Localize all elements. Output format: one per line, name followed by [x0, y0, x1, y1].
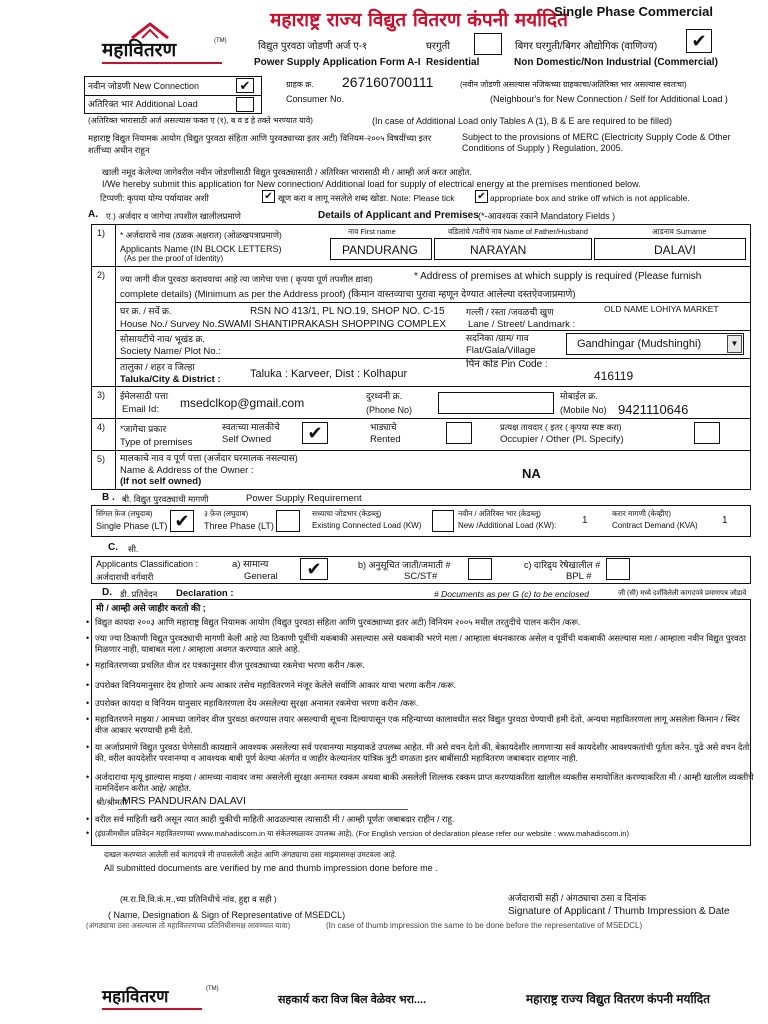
society-label-en: Society Name/ Plot No.: — [120, 346, 221, 357]
society-label-hi: सोसायटीचे नाव/ भूखंड क्र. — [120, 334, 205, 344]
company-title: महाराष्ट्र राज्य विद्युत वितरण कंपनी मर्यादित — [270, 9, 568, 31]
taluka-label-en: Taluka/City & District : — [120, 374, 221, 385]
occupier-en: Occupier / Other (Pl. Specify) — [500, 434, 624, 445]
bullet-icon: • — [86, 814, 90, 824]
bullet-icon: • — [86, 660, 90, 670]
section-a-letter: A. — [88, 209, 98, 220]
classification-en: Applicants Classification : — [96, 559, 199, 569]
rented-en: Rented — [370, 434, 401, 445]
nominee-value[interactable]: MRS PANDURAN DALAVI — [122, 795, 246, 807]
lane-label-en: Lane / Street/ Landmark : — [468, 319, 576, 330]
single-phase-hi: सिंगल फ़ेज (लघुदाब) — [96, 509, 153, 518]
bpl-en: BPL # — [566, 571, 592, 582]
additional-note-en: (In case of Additional Load only Tables A (1), B & E are required to be filled) — [372, 116, 673, 126]
nondomestic-en: Non Domestic/Non Industrial (Commercial) — [514, 57, 718, 68]
msedcl-logo — [102, 22, 232, 66]
premises-label-en: Type of premises — [120, 437, 193, 448]
additional-load-label: अतिरिक्त भार Additional Load — [88, 99, 198, 109]
nondomestic-hi: बिगर घरगुती/बिगर औद्योगिक (वाणिज्य) — [515, 41, 658, 52]
slogan: सहकार्य करा विज बिल वेळेवर भरा.... — [278, 994, 427, 1006]
single-phase-checkbox[interactable]: ✔ — [170, 510, 194, 532]
owner-label-en: Name & Address of the Owner : — [120, 465, 254, 476]
existing-load-en: Existing Connected Load (KW) — [312, 521, 422, 530]
taluka-label-hi: तालुका / शहर व जिल्हा — [120, 362, 195, 372]
row4-num: 4) — [97, 422, 106, 432]
submit-hi: खाली नमूद केलेल्या जागेवरील नवीन जोडणीसाठी विद्युत पुरवठ्यासाठी / अतिरिक्त भारासाठी मी / आम्ही अर्ज करत आहोत. — [102, 167, 472, 177]
declaration-intro: मी / आम्ही असे जाहीर करतो की ; — [96, 603, 206, 613]
phone-label-hi: दुरध्वनी क्र. — [366, 391, 403, 401]
existing-load-field[interactable] — [432, 510, 454, 532]
occupier-hi: प्रत्यक्ष तावदार ( इतर ( कृपया स्पष्ट करा) — [500, 422, 622, 432]
self-owned-hi: स्वतःच्या मालकीचे — [222, 422, 280, 432]
first-name-header: नाव First name — [348, 227, 396, 236]
verify-hi: दाखल करण्यात आलेली सर्व कागदपत्रे मी तपासलेली आहेत आणि अंगठ्याचा ठसा माझ्यासमक्ष उमटवला आहे. — [104, 850, 397, 859]
three-phase-en: Three Phase (LT) — [204, 521, 274, 531]
applicant-name-label-hi: * अर्जदाराचे नाव (ठळक अक्षरात) (ओळखपत्राप्रमाणे) — [120, 230, 282, 240]
existing-load-hi: सध्याचा जोडभार (केडब्लू) — [312, 509, 382, 518]
bullet-icon: • — [86, 633, 90, 643]
nondomestic-checkbox[interactable]: ✔ — [686, 29, 712, 53]
taluka-value[interactable]: Taluka : Karveer, Dist : Kolhapur — [250, 368, 408, 380]
new-load-value[interactable]: 1 — [582, 515, 588, 526]
mobile-label-en: (Mobile No) — [560, 405, 607, 415]
new-load-en: New /Additional Load (KW): — [458, 521, 557, 530]
section-b-letter: B . — [102, 492, 115, 503]
rented-checkbox[interactable] — [446, 422, 472, 444]
declaration-point: महावितरणच्या प्रचलित वीज दर पत्रकानुसार वीज पुरवठ्याच्या रकमेचा भरणा करीन /करू. — [95, 660, 365, 670]
section-d-letter: D. — [102, 587, 112, 598]
row1-num: 1) — [97, 228, 106, 238]
footer-logo-underline — [102, 1008, 202, 1010]
section-c-title-hi: सी. — [128, 544, 139, 554]
self-owned-en: Self Owned — [222, 434, 272, 445]
note-end: appropriate box and strike off which is not applicable. — [490, 193, 690, 203]
flat-label-en: Flat/Gala/Village — [466, 345, 536, 356]
contract-demand-value[interactable]: 1 — [722, 515, 728, 526]
scst-hi: b) अनुसूचित जाती/जमाती # — [358, 560, 451, 570]
new-connection-checkbox[interactable]: ✔ — [236, 78, 254, 93]
signature-hi: अर्जदाराची सही / अंगठ्याचा ठसा व दिनांक — [508, 893, 646, 903]
declaration-point: वरील सर्व माहिती खरी असून त्यात काही चुकीची माहिती आढळल्यास त्यासाठी मी / आम्ही पूर्णतः जबाबदार राहीन / राहू. — [95, 814, 455, 824]
representative-en: ( Name, Designation & Sign of Representative of MSEDCL) — [108, 910, 346, 920]
consumer-no-en: Consumer No. — [286, 94, 345, 104]
flat-label-hi: सदनिका /ग्राम/ गाव — [466, 333, 529, 343]
thumb-note-en: (In case of thumb impression the same to be done before the representative of MSEDCL) — [326, 921, 643, 930]
village-value: Gandhingar (Mudshinghi) — [577, 338, 702, 350]
section-d-title-en: Declaration : — [176, 588, 234, 599]
form-title-hi: विद्युत पुरवठा जोडणी अर्ज ए-१ — [258, 41, 368, 52]
house-label-en: House No./ Survey No.: — [120, 319, 220, 330]
declaration-point: अर्जदाराचा मृत्यू झाल्यास माझ्या / आमच्या नावावर जमा असलेली सुरक्षा अनामत रक्कम अथवा बाकी असलेली शिल्लक रक्कम प्राप्त करण्याकरिता खालील व्यक्तीस समायोजित करण्याकरिता मी / आम्ही खालील व्यक्तीचे नामनिर्देशन करीत आहे/ आहोत. — [95, 772, 754, 793]
merc-note-hi: महाराष्ट्र विद्युत नियामक आयोग (विद्युत पुरवठा संहिता आणि पुरवठ्याच्या इतर अटी) विनियम-२००५ विषयींच्या इतर शर्तीच्या अधीन राहून — [88, 133, 432, 155]
form-type: Single Phase Commercial — [554, 4, 713, 19]
logo-text: महावितरण — [102, 39, 177, 61]
row5-num: 5) — [97, 454, 106, 464]
house-label-hi: घर क्र. / सर्वे क्र. — [120, 306, 172, 316]
residential-en: Residential — [426, 57, 480, 68]
email-label-en: Email Id: — [122, 404, 159, 415]
applicant-name-label-en2: (As per the proof of Identity) — [124, 254, 224, 263]
section-a-title: Details of Applicant and Premises — [318, 210, 479, 221]
contract-demand-en: Contract Demand (KVA) — [612, 521, 698, 530]
premises-label-hi: *जागेचा प्रकार — [120, 424, 167, 434]
declaration-point: उपरोक्त विनियमानुसार देय होणारे अन्य आकार तसेच महावितरणने मंजूर केलेले सर्वाणि आकार याचा भरणा करीन /करू. — [95, 680, 457, 690]
owner-value[interactable]: NA — [522, 466, 541, 481]
section-c-letter: C. — [108, 542, 118, 553]
row2-num: 2) — [97, 270, 106, 280]
representative-hi: (म.रा.वि.वि.कं.म.,च्या प्रतिनिधीचे नांव, हुद्दा व सही ) — [120, 894, 277, 904]
signature-en: Signature of Applicant / Thumb Impression & Date — [508, 906, 730, 917]
occupier-checkbox[interactable] — [694, 422, 720, 444]
lane-label-hi: गल्ली / रस्ता /जवळची खुण — [466, 307, 554, 317]
bullet-icon: • — [86, 714, 90, 724]
bullet-icon: • — [86, 680, 90, 690]
note-example-checkbox: ✔ — [262, 190, 275, 203]
declaration-point: या अर्जाप्रमाणे विद्युत पुरवठा घेणेसाठी कायद्याने आवश्यक असलेल्या सर्व परवानग्या माझ्याकडे उपलब्ध आहेत. मी असे वचन देतो की, बेकायदेशीर लागणाऱ्या सर्व कायदेशीर आवश्यकतांची पूर्तता करेन. पुढे असे वचन देतो की, वरील कायदेशीर परवानग्या व आवश्यक बाबी पूर्ण केल्या अंतर्गत व जाहीर केल्यानंतर यांत्रिक त्रुटी वगळता इतर बाबींसाठी महावितरण जबाबदार राहणार नाही. — [95, 742, 750, 763]
new-load-hi: नवीन / अतिरिक्त भार (केडब्लू) — [458, 509, 541, 518]
residential-checkbox[interactable] — [474, 33, 502, 55]
bullet-icon: • — [86, 698, 90, 708]
logo-tm: (TM) — [214, 38, 227, 44]
email-value[interactable]: msedclkop@gmail.com — [180, 396, 305, 410]
chevron-down-icon[interactable]: ▼ — [727, 335, 742, 353]
footer-logo — [102, 984, 222, 1014]
residential-hi: घरगुती — [426, 41, 450, 52]
thumb-note-hi: (अंगठ्याचा ठसा असल्यास तो महावितरणच्या प्रतिनिधीसमक्ष लावण्यात यावा) — [86, 921, 291, 930]
single-phase-en: Single Phase (LT) — [96, 521, 168, 531]
bullet-icon: • — [86, 617, 90, 627]
documents-note-hi: जी (सी) मध्ये दर्शविलेली कागदपत्रे प्रमाणपत्र जोडावे — [618, 590, 747, 597]
nominee-label: श्री/श्रीमती — [96, 797, 127, 807]
row3-num: 3) — [97, 390, 106, 400]
section-d-title-hi: डी. प्रतिवेदन — [120, 589, 158, 599]
three-phase-checkbox[interactable] — [276, 510, 300, 532]
address-header-en2: complete details) (Minimum as per the Address proof) (किमान वास्तव्याचा पुरावा म्हणून देण्यात आलेल्या दस्तऐवजाप्रमाणे) — [120, 289, 576, 300]
general-checkbox[interactable]: ✔ — [300, 558, 328, 580]
submit-en: I/We hereby submit this application for New connection/ Additional load for supply of electrical energy at the premises mentioned below. — [102, 179, 641, 189]
mobile-label-hi: मोबाईल क्र. — [560, 391, 598, 401]
declaration-point: उपरोक्त कायदा व विनियम यानुसार महावितरणला देय असलेल्या सुरक्षा अनामत रकमेचा भरणा करीन /करू. — [95, 698, 419, 708]
surname-header: आडनाव Surname — [652, 227, 707, 236]
middle-name-header: वडिलांचे /पतीचे नाव Name of Father/Husband — [448, 227, 588, 236]
house-value2[interactable]: SWAMI SHANTIPRAKASH SHOPPING COMPLEX — [218, 319, 447, 330]
mandatory-note: (*-आवश्यक रकाने Mandatory Fields ) — [478, 211, 616, 221]
lane-value[interactable]: OLD NAME LOHIYA MARKET — [604, 304, 719, 314]
verify-en: All submitted documents are verified by me and thumb impression done before me . — [104, 863, 438, 873]
additional-note-hi: (अतिरिक्त भारासाठी अर्ज असल्यास फक्त ए (१), ब व ड हे तक्ते भरण्यात यावे) — [88, 116, 313, 125]
middle-name-value: NARAYAN — [470, 243, 527, 257]
logo-underline — [102, 62, 222, 64]
note-tick-checkbox: ✔ — [475, 190, 488, 203]
merc-note-en: Subject to the provisions of MERC (Electricity Supply Code & Other Conditions of Supply ) Regulation, 2005. — [462, 132, 731, 153]
address-header-en: * Address of premises at which supply is required (Please furnish — [414, 271, 702, 282]
scst-en: SC/ST# — [404, 571, 438, 582]
bullet-icon: • — [86, 772, 90, 782]
pin-label: पिन कोड Pin Code : — [466, 359, 548, 370]
section-b-title-hi: बी. विद्युत पुरवठ्याची मागणी — [122, 494, 209, 504]
consumer-no-value[interactable]: 267160700111 — [342, 74, 434, 90]
neighbour-note-hi: (नवीन जोडणी असल्यास नजिकच्या ग्राहकाचा/अतिरिक्त भार असल्यास स्वतःचा) — [460, 80, 687, 89]
scst-checkbox[interactable] — [468, 558, 492, 580]
documents-note: # Documents as per G (c) to be enclosed — [434, 589, 589, 599]
mobile-value[interactable]: 9421110646 — [618, 402, 689, 417]
footer-logo-tm: (TM) — [206, 986, 219, 992]
applicant-name-label-en: Applicants Name (IN BLOCK LETTERS) — [120, 244, 282, 254]
house-value[interactable]: RSN NO 413/1, PL NO.19, SHOP NO. C-15 — [250, 306, 445, 317]
owner-label-en2: (If not self owned) — [120, 476, 202, 487]
phone-label-en: (Phone No) — [366, 405, 413, 415]
classification-hi: अर्जदाराची वर्गवारी — [96, 572, 154, 582]
self-owned-checkbox[interactable]: ✔ — [302, 422, 328, 444]
pin-value[interactable]: 416119 — [594, 369, 634, 383]
footer-logo-text: महावितरण — [102, 987, 169, 1007]
neighbour-note-en: (Neighbour's for New Connection / Self for Additional Load ) — [490, 94, 728, 104]
form-title-en: Power Supply Application Form A-I — [254, 57, 421, 68]
bullet-icon: • — [86, 742, 90, 752]
consumer-no-hi: ग्राहक क्र. — [286, 80, 314, 89]
general-en: General — [244, 571, 278, 582]
bullet-icon: • — [86, 828, 90, 838]
note-hi: टिप्पणी: कृपया योग्य पर्यायावर अशी — [100, 193, 209, 203]
three-phase-hi: ३ फ़ेज (लघुदाब) — [204, 509, 249, 518]
owner-label-hi: मालकाचे नाव व पूर्ण पत्ता (अर्जदार घरमालक नसल्यास) — [120, 453, 298, 463]
address-header-hi: ज्या जागी वीज पुरवठा करावयाचा आहे त्या जागेचा पत्ता ( कृपया पूर्ण तपशील द्यावा) — [120, 274, 373, 284]
section-a-title-hi: ए.) अर्जदार व जागेचा तपशील खालीलप्रमाणे — [106, 211, 241, 221]
declaration-point: (इंग्रजीमधील प्रतिवेदन महावितरणच्या www.mahadiscom.in या संकेतस्थळावर उपलब्ध आहे). (For English version of declaration please refer our website : www.mahadiscom.in) — [95, 829, 629, 838]
bpl-checkbox[interactable] — [606, 558, 630, 580]
contract-demand-hi: करार मागणी (केव्हीए) — [612, 509, 672, 518]
additional-load-checkbox[interactable] — [236, 97, 254, 112]
rented-hi: भाड्याचे — [370, 422, 397, 432]
declaration-point: महावितरणने माझ्या / आमच्या जागेवर वीज पुरवठा करण्यास तयार असल्याची सूचना दिल्यापासून एक महिन्याच्या कालावधीत सदर विद्युत पुरवठा घेण्याची हमी देतो, अन्यथा महावितरणला लागू असलेला किमान / स्थिर वीज आकार भरण्याची हमी देतो. — [95, 714, 740, 735]
bpl-hi: c) दारिद्र्य रेषेखालील # — [524, 560, 601, 570]
surname-value: DALAVI — [654, 243, 696, 257]
general-hi: a) सामान्य — [232, 559, 269, 570]
footer-company: महाराष्ट्र राज्य विद्युत वितरण कंपनी मर्यादित — [526, 992, 710, 1006]
first-name-value: PANDURANG — [342, 243, 418, 257]
note-mid: खूण करा व लागू नसलेले शब्द खोडा. Note: Please tick — [278, 193, 455, 203]
section-b-title-en: Power Supply Requirement — [246, 493, 362, 504]
declaration-point: विद्युत कायदा २००३ आणि महाराष्ट्र विद्युत नियामक आयोग (विद्युत पुरवठा संहिता आणि पुरवठ्याच्या इतर अटी) विनियम २००५ मधील तरतुदीचे पालन करीन /करू. — [95, 617, 581, 627]
phone-field[interactable] — [438, 392, 554, 414]
declaration-point: ज्या ज्या ठिकाणी विद्युत पुरवठ्याची मागणी केली आहे त्या ठिकाणी पूर्वीची थकबाकी असल्यास असे थकबाकी भरणे मला / आम्हाला बंधनकारक असेल व पूर्वीची थकबाकी असल्यास मला / आम्हाला नवीन विद्युत पुरवठा मिळणार नाही, याबाबत मला / आम्हाला अवगत करण्यात आले आहे. — [95, 633, 746, 654]
new-connection-label: नवीन जोडणी New Connection — [88, 81, 200, 91]
email-label-hi: ईमेलसाठी पत्ता — [120, 391, 169, 401]
